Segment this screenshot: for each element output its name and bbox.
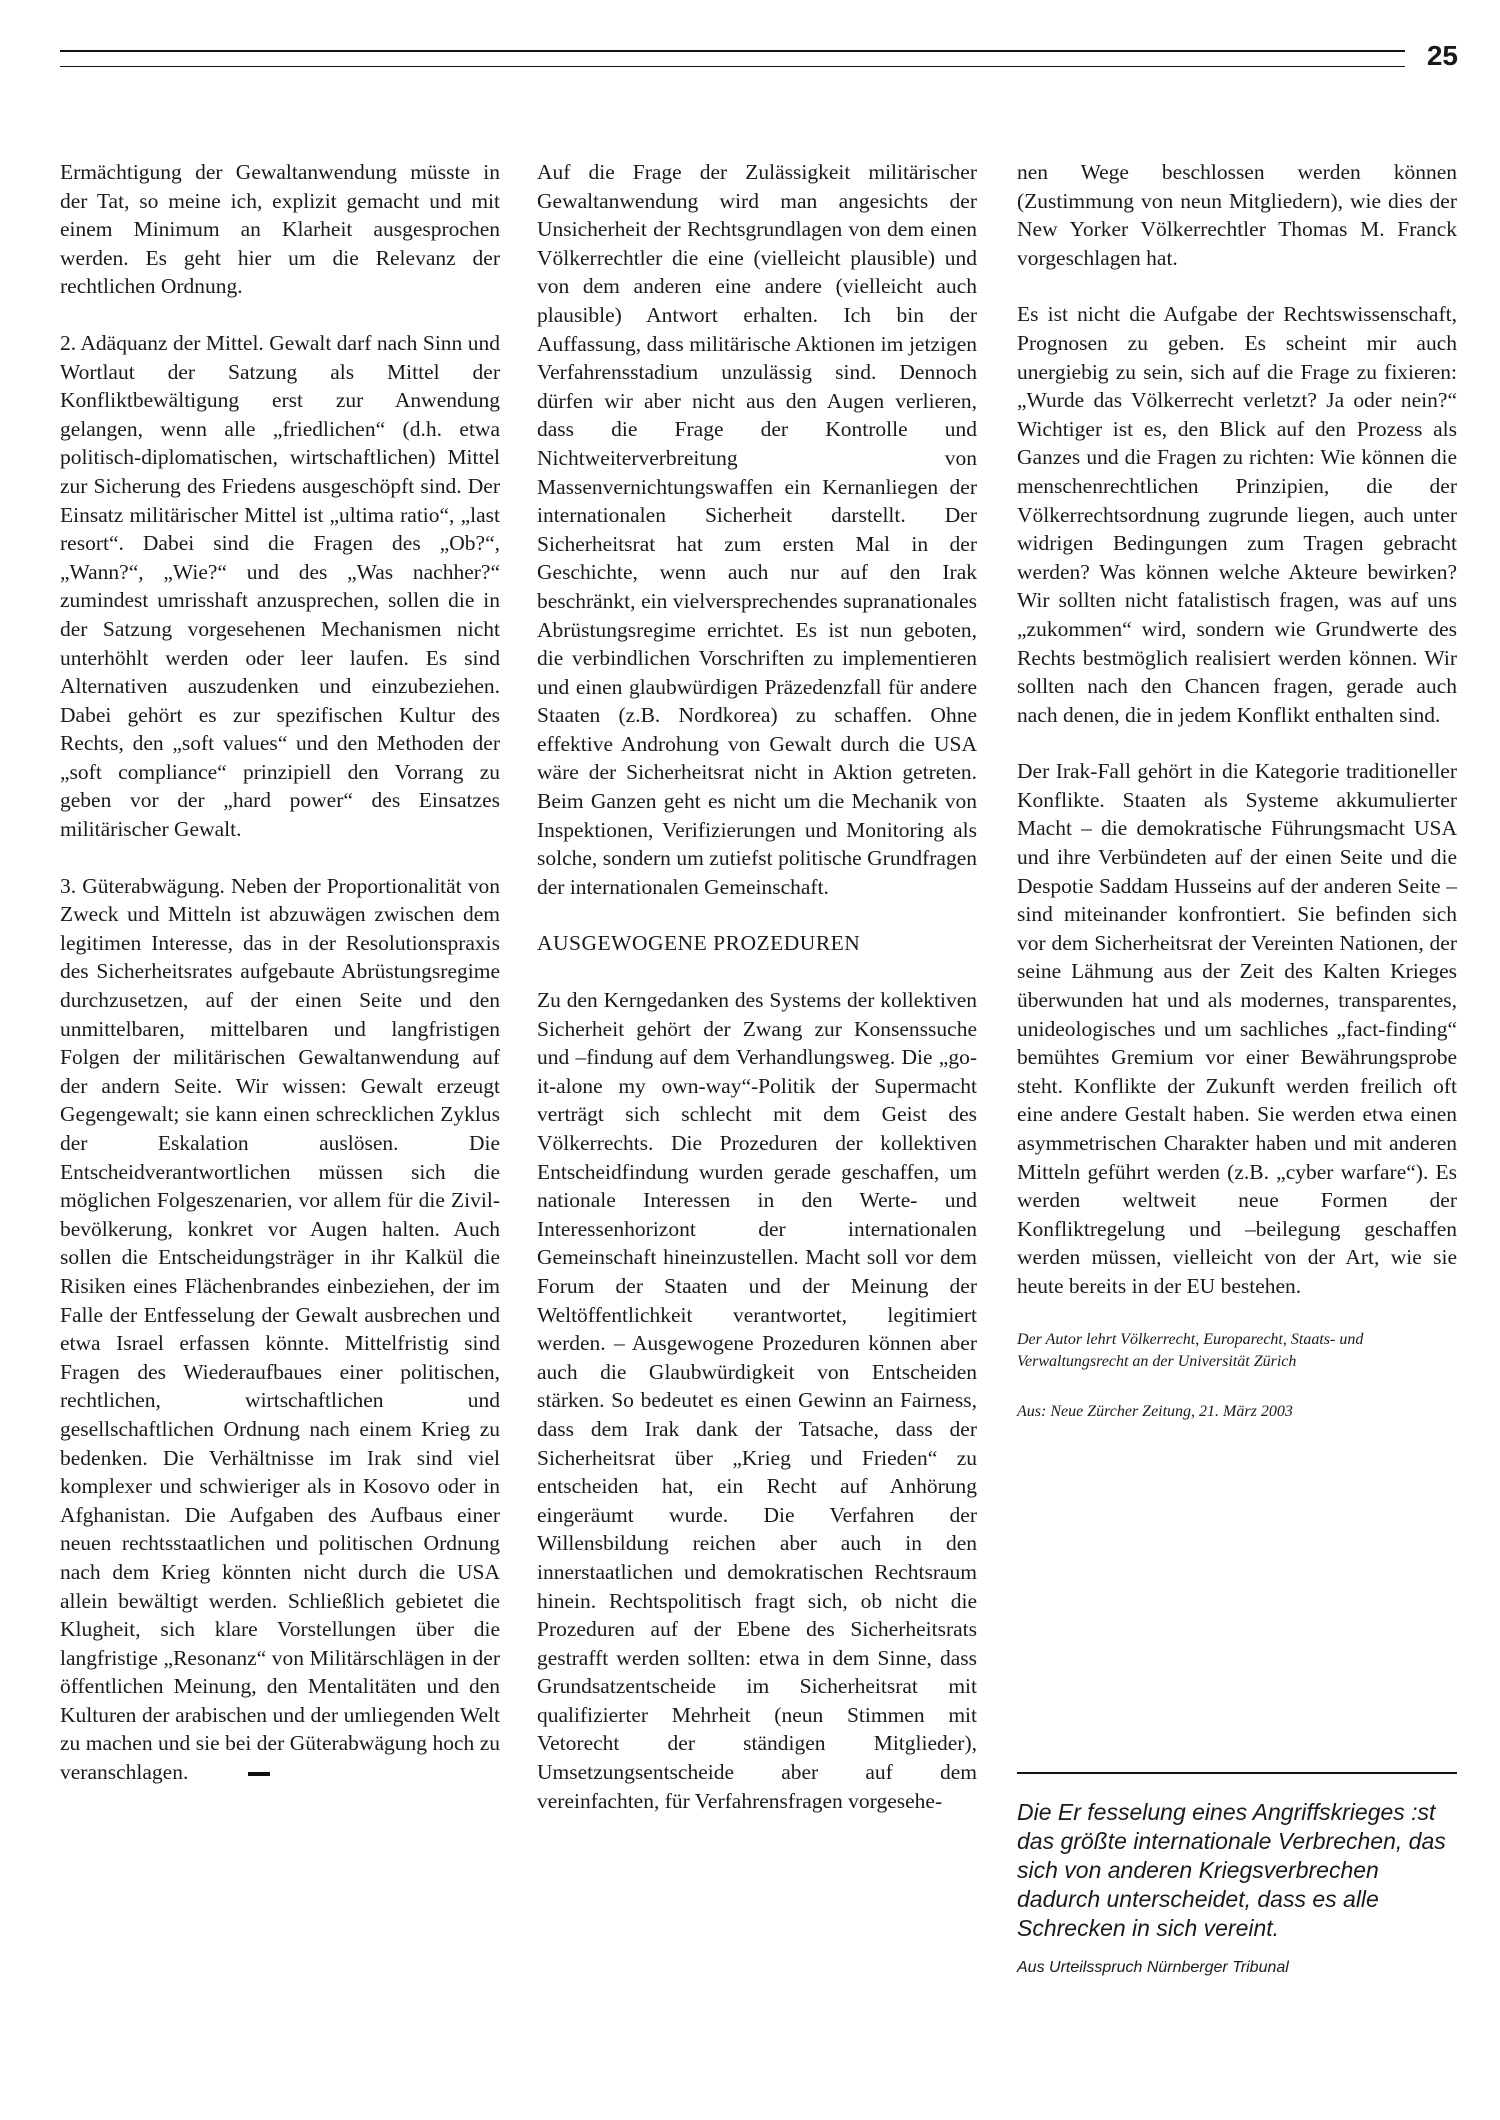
paragraph: Auf die Frage der Zulässigkeit militärischer Gewaltanwendung wird man angesichts der Unsicherheit der Rechtsgrundlagen von dem einen Völkerrechtler die eine (vielleicht plausible) und von dem anderen eine andere (vielleicht auch plausible) Antwort erhalten. Ich bin der Auffassung, dass militärische Aktionen im jetzigen Verfahrensstadium unzulässig sind. Dennoch dürfen wir aber nicht aus den Augen verlieren, dass die Frage der Kontrolle und Nichtweiterverbreitung von Massenvernichtungswaffen ein Kernanliegen der internationalen Sicherheit darstellt. Der Sicherheitsrat hat zum ersten Mal in der Geschichte, wenn auch nur auf den Irak beschränkt, ein vielversprechendes supranationales Abrüstungsregime errichtet. Es ist nun geboten, die verbindlichen Vorschriften zu implementieren und einen glaubwürdigen Präzedenzfall für andere Staaten (z.B. Nordkorea) zu schaffen. Ohne effektive Androhung von Gewalt durch die USA wäre der Sicherheitsrat nicht in Aktion getreten. Beim Ganzen geht es nicht um die Mechanik von Inspektionen, Verifizierungen und Monitoring als solche, sondern um zutiefst politische Grundfragen der internationalen Gemeinschaft. <box>537 160 977 899</box>
paragraph: 3. Güterabwägung. Neben der Proportionalität von Zweck und Mitteln ist abzuwägen zwischen dem legitimen Interesse, das in der Resolutionspraxis des Sicherheitsrates aufgebaute Abrüstungsregime durchzusetzen, auf der einen Seite und den unmittelbaren, mittelbaren und langfristigen Folgen der militärischen Gewaltanwendung auf der andern Seite. Wir wissen: Gewalt erzeugt Gegengewalt; sie kann einen schrecklichen Zyklus der Eskalation auslösen. Die Entscheidverantwortlichen müssen sich die möglichen Folgeszenarien, vor allem für die Zivil-bevölkerung, konkret vor Augen halten. Auch sollen die Entscheidungsträger in ihr Kalkül die Risiken eines Flächenbrandes einbeziehen, der im Falle der Entfesselung der Gewalt ausbrechen und etwa Israel erfassen könnte. Mittelfristig sind Fragen des Wiederaufbaues einer politischen, rechtlichen, wirtschaftlichen und gesellschaftlichen Ordnung nach einem Krieg zu bedenken. Die Verhältnisse im Irak sind viel komplexer und schwieriger als in Kosovo oder in Afghanistan. Die Aufgaben des Aufbaus einer neuen rechtsstaatlichen und politischen Ordnung nach dem Krieg könnten nicht durch die USA allein bewältigt werden. Schließlich gebietet die Klugheit, sich klare Vorstellungen über die langfristige „Resonanz“ von Militärschlägen in der öffentlichen Meinung, den Mentalitäten und den Kulturen der arabischen und der umliegenden Welt zu machen und sie bei der Güterabwägung hoch zu veranschlagen. <box>60 873 500 1785</box>
paragraph: Der Irak-Fall gehört in die Kategorie traditioneller Konflikte. Staaten als Systeme akkumulierter Macht – die demokratische Führungsmacht USA und ihre Verbündeten auf der einen Seite und die Despotie Saddam Husseins auf der anderen Seite – sind miteinander konfrontiert. Sie befinden sich vor dem Sicherheitsrat der Vereinten Nationen, der seine Lähmung aus der Zeit des Kalten Krieges überwunden hat und als modernes, transparentes, unideologisches und um sachliches „fact-finding“ bemühtes Gremium vor einer Bewährungsprobe steht. Konflikte der Zukunft werden freilich oft eine andere Gestalt haben. Sie werden etwa einen asymmetrischen Charakter haben und mit anderen Mitteln geführt werden (z.B. „cyber warfare“). Es werden weltweit neue Formen der Konfliktregelung und –beilegung geschaffen werden müssen, vielleicht von der Art, wie sie heute bereits in der EU bestehen. <box>1017 759 1457 1298</box>
paragraph: Zu den Kerngedanken des Systems der kollektiven Sicherheit gehört der Zwang zur Konsenssuche und –findung auf dem Verhandlungsweg. Die „go-it-alone my own-way“-Politik der Supermacht verträgt sich schlecht mit dem Geist des Völkerrechts. Die Prozeduren der kollektiven Entscheidfindung wurden gerade geschaffen, um nationale Interessen in den Werte- und Interessenhorizont der internationalen Gemeinschaft hineinzustellen. Macht soll vor dem Forum der Staaten und der Meinung der Weltöffentlichkeit verantwortet, legitimiert werden. – Ausgewogene Prozeduren können aber auch die Glaubwürdigkeit von Entscheiden stärken. So bedeutet es einen Gewinn an Fairness, dass dem Irak dank der Tatsache, dass der Sicherheitsrat über „Krieg und Frieden“ zu entscheiden hat, ein Recht auf Anhörung eingeräumt wurde. Die Verfahren der Willensbildung reichen aber auch in den innerstaatlichen und demokratischen Rechtsraum hinein. Rechtspolitisch fragt sich, ob nicht die Prozeduren auf der Ebene des Sicherheitsrats gestrafft werden sollten: etwa in dem Sinne, dass Grundsatzentscheide im Sicherheitsrat mit qualifizierter Mehrheit (neun Stimmen mit Vetorecht der ständigen Mitglieder), Umsetzungsentscheide aber auf dem vereinfachten, für Verfahrensfragen vorgesehe- <box>537 988 977 1813</box>
end-of-article-mark <box>248 1772 270 1776</box>
header-rule <box>60 50 1405 52</box>
page-number: 25 <box>1426 40 1458 71</box>
paragraph: Es ist nicht die Aufgabe der Rechtswissenschaft, Prognosen zu geben. Es scheint mir auch unergiebig zu sein, sich auf die Frage zu fixieren: „Wurde das Völkerrecht verletzt? Ja oder nein?“ Wichtiger ist es, den Blick auf den Prozess als Ganzes und die Fragen zu richten: Wie können die menschenrechtlichen Prinzipien, die der Völkerrechtsordnung zugrunde liegen, auch unter widrigen Bedingungen zum Tragen gebracht werden? Was können welche Akteure bewirken? Wir sollten nicht fatalistisch fragen, was auf uns „zukommen“ wird, sondern wie Grundwerte des Rechts bestmöglich realisiert werden können. Wir sollten nach den Chancen fragen, gerade auch nach denen, die in jedem Konflikt enthalten sind. <box>1017 302 1457 727</box>
quote-source: Aus Urteilsspruch Nürnberger Tribunal <box>1017 1959 1289 1976</box>
paragraph: nen Wege beschlossen werden können (Zustimmung von neun Mitgliedern), wie dies der New Yorker Völkerrechtler Thomas M. Franck vorgeschlagen hat. <box>1017 160 1457 270</box>
paragraph: Ermächtigung der Gewaltanwendung müsste in der Tat, so meine ich, explizit gemacht und mit einem Minimum an Klarheit ausgesprochen werden. Es geht hier um die Relevanz der rechtlichen Ordnung. <box>60 160 500 299</box>
quote-text: Die Er fesselung eines Angriffskrieges :st das größte internationale Verbrechen, das sich von anderen Kriegsverbrechen dadurch unterscheidet, dass es alle Schrecken in sich vereint. <box>1017 1799 1446 1941</box>
paragraph-with-end-mark <box>60 872 500 1787</box>
text-column-1 <box>60 158 500 1815</box>
section-heading: AUSGEWOGENE PROZEDUREN <box>537 931 861 956</box>
text-column-2 <box>537 158 977 1843</box>
source-note: Aus: Neue Zürcher Zeitung, 21. März 2003 <box>1017 1402 1293 1420</box>
pull-quote <box>1017 1798 1457 1979</box>
quote-rule <box>1017 1772 1457 1774</box>
text-column-3 <box>1017 158 1457 1451</box>
header-rule-thin <box>60 66 1405 67</box>
author-note: Der Autor lehrt Völkerrecht, Europarecht, Staats- und Verwaltungsrecht an der Universität Zürich <box>1017 1330 1364 1370</box>
paragraph: 2. Adäquanz der Mittel. Gewalt darf nach Sinn und Wortlaut der Satzung als Mittel der Konfliktbewältigung erst zur Anwendung gelangen, wenn alle „friedlichen“ (d.h. etwa politisch-diplomatischen, wirtschaftlichen) Mittel zur Sicherung des Friedens ausgeschöpft sind. Der Einsatz militärischer Mittel ist „ultima ratio“, „last resort“. Dabei sind die Fragen des „Ob?“, „Wann?“, „Wie?“ und des „Was nachher?“ zumindest umrisshaft anzusprechen, sollen die in der Satzung vorgesehenen Mechanismen nicht unterhöhlt werden oder leer laufen. Es sind Alternativen auszudenken und einzubeziehen. Dabei gehört es zur spezifischen Kultur des Rechts, den „soft values“ und den Methoden der „soft compliance“ prinzipiell den Vorrang zu geben vor der „hard power“ des Einsatzes militärischer Gewalt. <box>60 330 500 842</box>
